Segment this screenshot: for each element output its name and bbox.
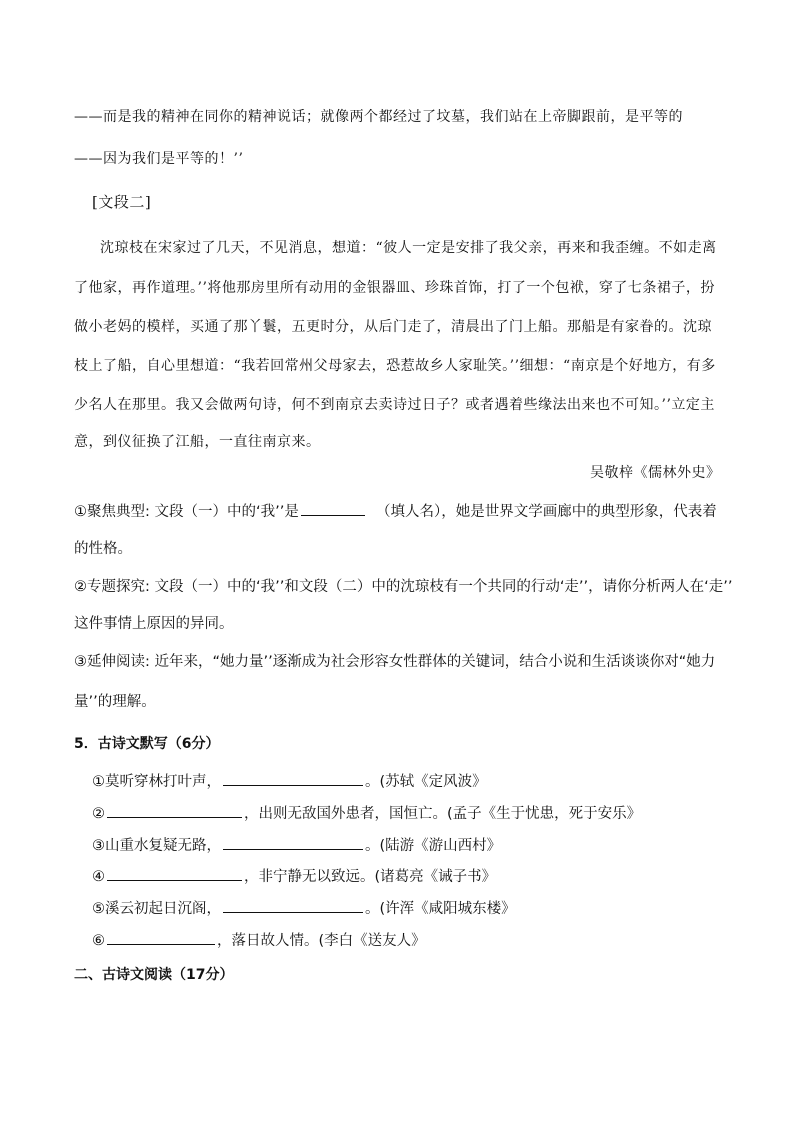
recitation-item-1 (92, 769, 487, 791)
answer-blank[interactable] (223, 769, 363, 786)
section-5-title: 5．古诗文默写（6分） (74, 736, 220, 752)
recitation-text: ④ (92, 869, 105, 885)
passage2-line: 了他家，再作道理。’’将他那房里所有动用的金银器皿、珍珠首饰，打了一个包袱，穿了七条裙子，扮 (74, 280, 715, 296)
passage1-line1: ——而是我的精神在同你的精神说话；就像两个都经过了坟墓，我们站在上帝脚跟前，是平等的 (74, 109, 683, 125)
recitation-source: ，非宁静无以致远。(诸葛亮《诫子书》 (244, 869, 497, 885)
answer-blank-1[interactable] (301, 499, 365, 516)
passage1-line2: ——因为我们是平等的！’’ (74, 151, 244, 167)
answer-blank[interactable] (107, 864, 242, 881)
answer-blank[interactable] (223, 896, 363, 913)
question-1 (74, 499, 717, 521)
recitation-source: 。(许浑《咸阳城东楼》 (365, 901, 516, 917)
answer-blank[interactable] (107, 928, 215, 945)
answer-blank[interactable] (107, 801, 242, 818)
recitation-text: ⑤溪云初起日沉阁， (92, 901, 221, 917)
recitation-text: ② (92, 806, 105, 822)
section-2-title: 二、古诗文阅读（17分） (74, 967, 234, 983)
recitation-source: 。(陆游《游山西村》 (365, 838, 502, 854)
recitation-item-2 (92, 801, 641, 823)
passage2-line: 意，到仪征换了江船，一直往南京来。 (74, 434, 321, 450)
passage2-line: 沈琼枝在宋家过了几天，不见消息，想道：“彼人一定是安排了我父亲，再来和我歪缠。不如走离 (100, 240, 717, 256)
recitation-source: ，出则无敌国外患者，国恒亡。(孟子《生于忧患，死于安乐》 (244, 806, 642, 822)
question-1-text-after: （填人名），她是世界文学画廊中的典型形象，代表着 (376, 504, 717, 520)
question-3-line1: ③延伸阅读: 近年来，“她力量’’逐渐成为社会形容女性群体的关键词，结合小说和生活谈谈你对“她力 (74, 654, 716, 670)
recitation-text: ⑥ (92, 933, 105, 949)
question-1-text: ①聚焦典型: 文段（一）中的‘我’’是 (74, 504, 299, 520)
recitation-source: 。(苏轼《定风波》 (365, 774, 487, 790)
recitation-item-4 (92, 864, 496, 886)
recitation-source: ，落日故人情。(李白《送友人》 (217, 933, 426, 949)
question-1-line2: 的性格。 (74, 541, 132, 557)
question-2-line2: 这件事情上原因的异同。 (74, 616, 234, 632)
recitation-text: ③山重水复疑无路， (92, 838, 221, 854)
recitation-item-3 (92, 833, 501, 855)
passage2-source: 吴敬梓《儒林外史》 (590, 465, 721, 481)
passage2-heading: [文段二] (92, 193, 152, 211)
passage2-line: 枝上了船，自心里想道：“我若回常州父母家去，恐惹故乡人家耻笑。’’细想：“南京是个好地方，有多 (74, 358, 716, 374)
question-2-line1: ②专题探究: 文段（一）中的‘我’’和文段（二）中的沈琼枝有一个共同的行动‘走’’，请你分析两人在‘走’’ (74, 579, 733, 595)
recitation-item-5 (92, 896, 516, 918)
question-3-line2: 量’’的理解。 (74, 694, 156, 710)
recitation-item-6 (92, 928, 426, 950)
recitation-text: ①莫听穿林打叶声， (92, 774, 221, 790)
passage2-line: 做小老妈的模样，买通了那丫鬟，五更时分，从后门走了，清晨出了门上船。那船是有家眷的。沈琼 (74, 319, 712, 335)
answer-blank[interactable] (223, 833, 363, 850)
passage2-line: 少名人在那里。我又会做两句诗，何不到南京去卖诗过日子？或者遇着些缘法出来也不可知。’’立定主 (74, 397, 715, 413)
